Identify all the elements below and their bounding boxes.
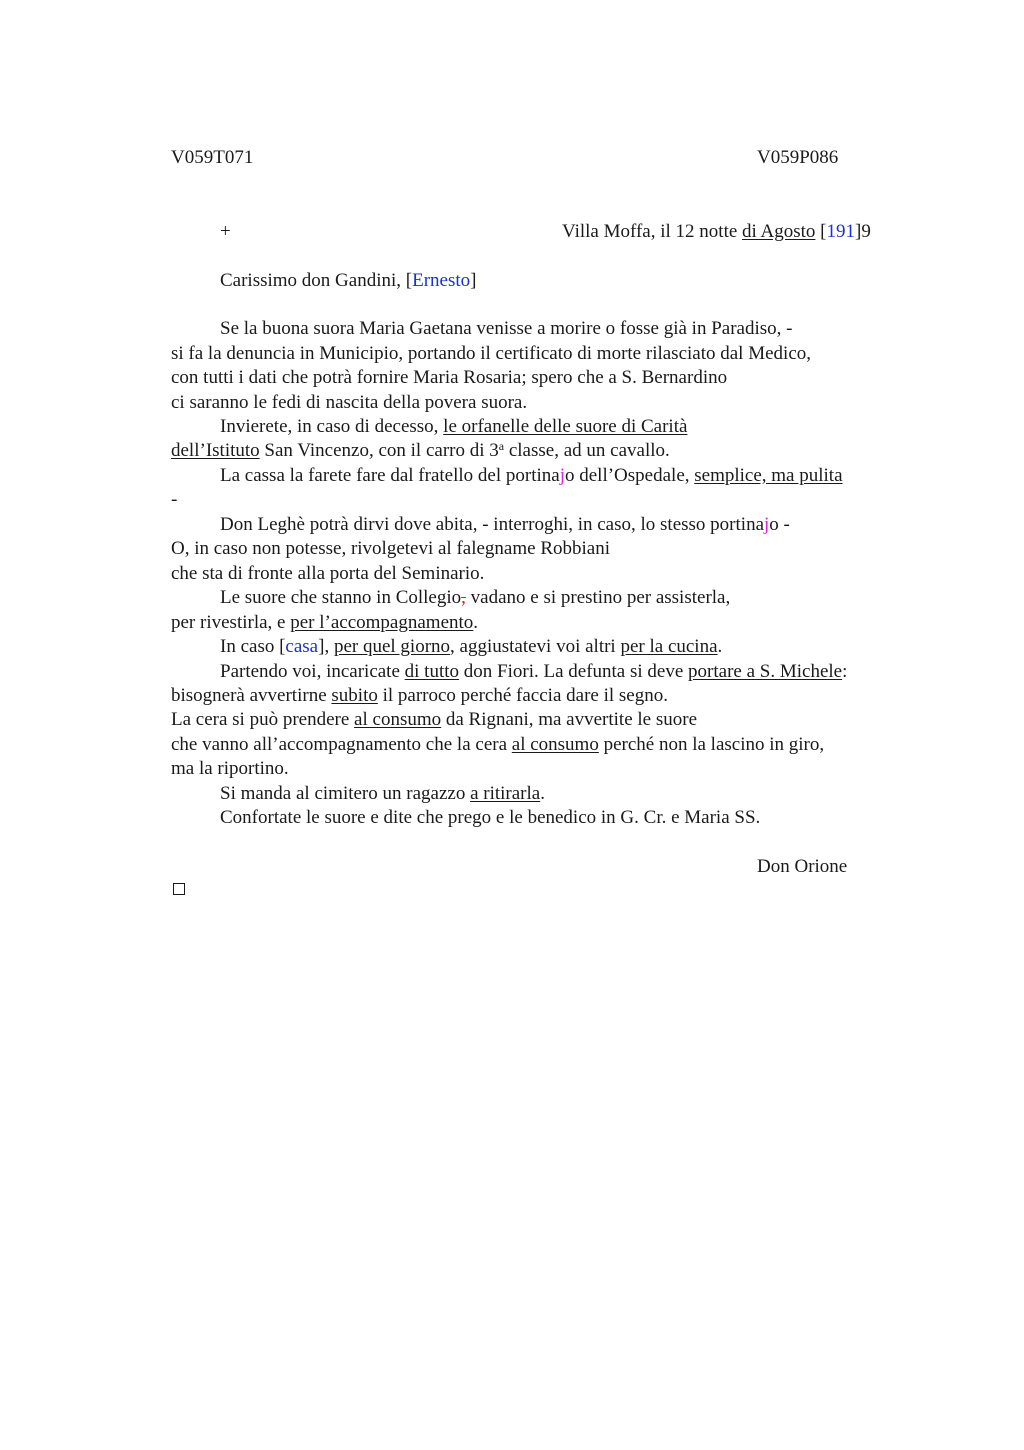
body-line: La cassa la farete fare dal fratello del portinajo dell’Ospedale, semplice, ma pulita [220, 465, 843, 486]
body-line: Si manda al cimitero un ragazzo a ritirarla. [220, 783, 545, 804]
body-line: La cera si può prendere al consumo da Rignani, ma avvertite le suore [171, 709, 698, 730]
body-line: per rivestirla, e per l’accompagnamento. [171, 612, 479, 633]
body-line: Don Leghè potrà dirvi dove abita, - interroghi, in caso, lo stesso portinajo - [220, 514, 790, 535]
body-line: si fa la denuncia in Municipio, portando il certificato di morte rilasciato dal Medico, [171, 343, 811, 364]
body-line: O, in caso non potesse, rivolgetevi al falegname Robbiani [171, 538, 610, 559]
editorial-year: 191 [826, 221, 855, 242]
deleted-comma: , [461, 587, 466, 608]
body-line: In caso [casa], per quel giorno, aggiustatevi voi altri per la cucina. [220, 636, 723, 657]
editorial-name: Ernesto [412, 270, 471, 291]
document-code-left: V059T071 [171, 147, 254, 168]
body-line: ma la riportino. [171, 758, 289, 779]
body-line: Partendo voi, incaricate di tutto don Fiori. La defunta si deve portare a S. Michele: [220, 661, 848, 682]
body-line: - [171, 489, 178, 510]
body-line: bisognerà avvertirne subito il parroco perché faccia dare il segno. [171, 685, 668, 706]
body-line: Invierete, in caso di decesso, le orfanelle delle suore di Carità [220, 416, 688, 437]
editorial-insert: casa [285, 636, 319, 657]
signature: Don Orione [757, 856, 848, 877]
body-line: che sta di fronte alla porta del Seminario. [171, 563, 485, 584]
body-line: ci saranno le fedi di nascita della povera suora. [171, 392, 528, 413]
document-code-right: V059P086 [757, 147, 839, 168]
salutation: Carissimo don Gandini, [Ernesto] [220, 270, 477, 291]
body-line: dell’Istituto San Vincenzo, con il carro di 3$^a$ classe, ad un cavallo. [171, 439, 670, 461]
body-line: Confortate le suore e dite che prego e le benedico in G. Cr. e Maria SS. [220, 807, 761, 828]
body-line: Se la buona suora Maria Gaetana venisse a morire o fosse già in Paradiso, - [220, 318, 793, 339]
body-line: Le suore che stanno in Collegio, vadano e si prestino per assisterla, [220, 587, 731, 608]
cross-symbol: + [220, 221, 231, 242]
body-line: che vanno all’accompagnamento che la cera al consumo perché non la lascino in giro, [171, 734, 825, 755]
body-line: con tutti i dati che potrà fornire Maria Rosaria; spero che a S. Bernardino [171, 367, 728, 388]
dateline: Villa Moffa, il 12 notte di Agosto [191]9 [562, 221, 871, 242]
end-of-document-box [173, 883, 185, 895]
